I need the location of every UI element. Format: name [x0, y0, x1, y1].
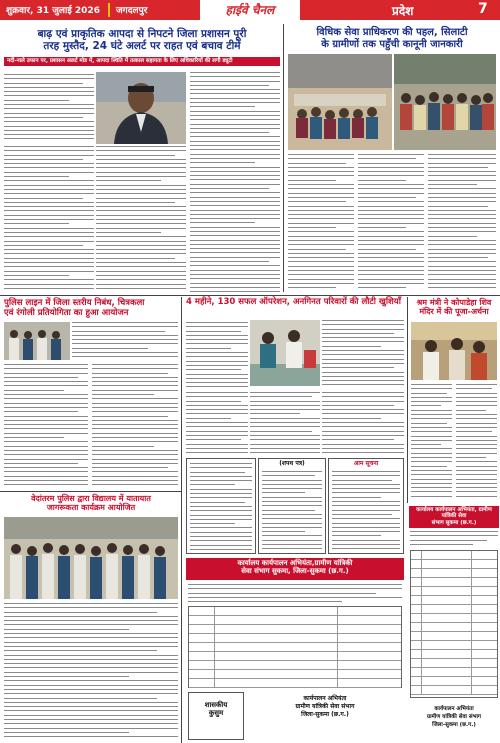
- story4-column1: [186, 392, 248, 456]
- story2-column2: [358, 154, 424, 292]
- story4-column2: [250, 392, 320, 456]
- center-tender-intro: [188, 584, 402, 604]
- story2-headline-line1: विधिक सेवा प्राधिकरण की पहल, सिलाटी: [316, 27, 468, 38]
- newspaper-brand: हाईवे चैनल: [200, 0, 300, 20]
- story6-headline-line2: जागरूकता कार्यक्रम आयोजित: [46, 503, 136, 513]
- right-tender-title: [409, 507, 499, 526]
- story3-column1: [4, 364, 88, 488]
- horizontal-divider-left: [0, 491, 181, 492]
- right-signature-line2: ग्रामीण यांत्रिकी सेवा संभाग: [427, 714, 481, 720]
- public-notice-text: [332, 471, 400, 551]
- story4-headline-line1: 4 महीने, 130 सफल ऑपरेशन, अनगिनत परिवारों की लौटी खुशियाँ: [186, 297, 401, 307]
- story4-column3: [322, 392, 404, 456]
- center-tender-title-line2: सेवा संभाग सुकमा, जिला-सुकमा (छ.ग.): [241, 567, 349, 576]
- story3-column2: [92, 364, 178, 488]
- story4-photo-surgery: [250, 320, 320, 386]
- story2-column3: [428, 154, 496, 292]
- classified-ad-box: [188, 692, 244, 740]
- column-divider: [283, 24, 284, 292]
- story4-headline: [186, 298, 404, 308]
- story2-headline-line2: के ग्रामीणों तक पहुँची कानूनी जानकारी: [321, 38, 463, 50]
- page-number: 7: [478, 1, 488, 17]
- center-tender-table: [188, 606, 402, 688]
- story1-column1: [4, 146, 94, 292]
- story2-column1: [288, 154, 354, 292]
- right-tender-title-line2: संभाग सुकमा (छ.ग.): [431, 519, 477, 526]
- right-tender-table: [410, 550, 498, 698]
- center-signature-line3: जिला-सुकमा (छ.ग.): [301, 711, 349, 718]
- masthead-divider: [108, 3, 110, 17]
- story5-photo-temple: [411, 322, 497, 380]
- story6-body: [4, 603, 178, 741]
- masthead-right-bar: [330, 0, 500, 20]
- story1-headline: [4, 28, 280, 52]
- story3-headline-line2: एवं रंगोली प्रतियोगिता का हुआ आयोजन: [4, 307, 129, 318]
- story4-column1-top: [186, 322, 248, 392]
- center-tender-title: [186, 559, 404, 575]
- center-signature-line1: कार्यपालन अभियंता: [303, 695, 347, 702]
- story5-headline-line2: मंदिर में की पूजा-अर्चना: [419, 307, 489, 317]
- story2-photo-gathering: [394, 54, 496, 150]
- story3-intro: [72, 322, 178, 360]
- legal-notice-text-1: [190, 463, 252, 551]
- story1-column2: [96, 146, 186, 292]
- story2-headline: [288, 27, 496, 50]
- story2-photo-camp: [288, 54, 392, 150]
- story5-column1: [411, 384, 452, 502]
- story3-headline-line1: पुलिस लाइन में जिला स्तरीय निबंध, चित्रकला: [4, 298, 145, 308]
- right-tender-intro: [410, 531, 498, 547]
- story1-column3: [190, 72, 280, 292]
- affidavit-title: (शपथ पत्र): [279, 460, 305, 467]
- story3-photo-students: [4, 322, 70, 360]
- story1-headline-line1: बाढ़ एवं प्राकृतिक आपदा से निपटने जिला प्रशासन पूरी: [37, 28, 247, 40]
- classified-ad-title: शासकीय कुसुम: [204, 701, 228, 718]
- story1-strapline: [4, 57, 280, 66]
- story1-headline-line2: तरह मुस्तैद, 24 घंटे अलर्ट पर राहत एवं बचाव टीमें: [43, 40, 241, 53]
- horizontal-divider-top: [0, 295, 500, 296]
- issue-date: शुक्रवार, 31 जुलाई 2026: [6, 6, 100, 16]
- public-notice-box: [328, 458, 404, 554]
- story6-photo-school: [4, 517, 178, 599]
- right-signature-line3: जिला-सुकमा (छ.ग.): [432, 722, 476, 728]
- center-tender-signature: [250, 694, 400, 718]
- right-tender-signature: [410, 704, 498, 728]
- public-notice-title: आम सूचना: [353, 460, 379, 467]
- section-name: प्रदेश: [392, 4, 414, 18]
- story1-strapline-text: नदी-नाले उफान पर, प्रशासन अलर्ट मोड में, आपदा स्थिति में तत्काल सहायता के लिए अधिकारियों की लगी ड्यूटी: [7, 58, 233, 64]
- column-divider-right: [407, 297, 408, 503]
- story6-headline: [4, 494, 178, 512]
- legal-notice-box-1: [186, 458, 256, 554]
- story1-photo-officer: [96, 72, 186, 144]
- story1-column1-top: [4, 74, 94, 142]
- affidavit-text: [262, 471, 322, 551]
- story4-column3-top: [322, 320, 404, 390]
- affidavit-box: [258, 458, 326, 554]
- center-tender-title-line1: कार्यालय कार्यपालन अभियंता,ग्रामीण यांत्रिकी: [237, 559, 353, 567]
- center-signature-line2: ग्रामीण यांत्रिकी सेवा संभाग: [295, 703, 355, 710]
- right-signature-line1: कार्यपालन अभियंता: [434, 706, 474, 712]
- story3-headline: [4, 299, 178, 319]
- masthead: [0, 0, 500, 20]
- story6-headline-line1: वेदांतरम पुलिस द्वारा विद्यालय में यातायात: [31, 494, 151, 503]
- story5-headline: [411, 298, 497, 316]
- column-divider-left: [181, 297, 182, 743]
- right-tender-title-line1: कार्यालय कार्यपालन अभियंता, ग्रामीण यांत्रिकी सेवा: [416, 507, 492, 520]
- story5-column2: [456, 384, 497, 502]
- edition-city: जगदलपुर: [116, 6, 148, 16]
- story5-headline-line1: श्रम मंत्री ने कोपाडेहा शिव: [416, 298, 492, 307]
